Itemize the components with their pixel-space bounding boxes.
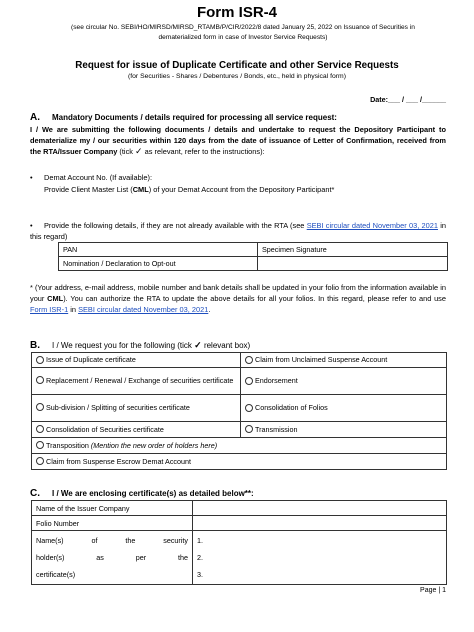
section-a-footnote [30, 282, 446, 316]
demat-text-post: ) of your Demat Account from the Depository Participant* [148, 185, 335, 194]
demat-title: Demat Account No. (If available): [44, 173, 153, 182]
option-label: Claim from Suspense Escrow Demat Account [46, 456, 192, 466]
radio-button[interactable] [36, 441, 44, 449]
section-a-intro-tick-pre: (tick [119, 147, 133, 157]
sebi-circular-link[interactable]: SEBI circular dated November 03, 2021 [306, 221, 438, 230]
holder-inputs[interactable] [193, 531, 447, 585]
issuer-label: Name of the Issuer Company [32, 501, 193, 516]
option-label: Replacement / Renewal / Exchange of securities certificate [46, 376, 234, 385]
option-consolidation-certificate[interactable] [32, 422, 241, 438]
details-text-post: in this regard) [30, 221, 446, 242]
radio-button[interactable] [245, 404, 253, 412]
checkmark-icon: ✓ [135, 146, 143, 157]
table-row [32, 422, 447, 438]
demat-text-pre: Provide Client Master List ( [44, 185, 133, 194]
section-a-heading-text: Mandatory Documents / details required for processing all service request: [52, 113, 337, 122]
bullet-demat [30, 172, 446, 183]
option-label: Transmission [255, 424, 298, 434]
transposition-note: (Mention the new order of holders here) [90, 440, 218, 450]
page-number: Page | 1 [420, 587, 446, 594]
service-request-table [31, 352, 447, 470]
checkmark-icon: ✓ [194, 340, 202, 350]
section-a-intro [30, 124, 446, 158]
footnote-bold: CML [47, 294, 64, 304]
bullet-details [30, 220, 446, 242]
form-title: Form ISR-4 [196, 4, 277, 21]
table-row [32, 501, 447, 516]
holder-number-2: 2. [197, 553, 203, 562]
option-endorsement[interactable] [241, 368, 447, 395]
option-duplicate[interactable] [32, 353, 241, 368]
details-text-pre: Provide the following details, if they are not already available with the RTA (see [44, 221, 305, 230]
section-c-letter: C. [30, 488, 40, 499]
specimen-signature-cell[interactable]: Specimen Signature [258, 243, 448, 257]
option-escrow[interactable] [32, 454, 447, 470]
radio-button[interactable] [36, 356, 44, 364]
option-label: Endorsement [255, 376, 298, 386]
radio-button[interactable] [36, 457, 44, 465]
footnote-end: . [208, 305, 211, 315]
section-a-letter: A. [30, 112, 40, 123]
section-b-letter: B. [30, 340, 40, 351]
radio-button[interactable] [36, 376, 44, 384]
pan-cell[interactable]: PAN [59, 243, 258, 257]
option-label: Issue of Duplicate certificate [46, 355, 136, 365]
empty-cell[interactable] [258, 257, 448, 271]
certificate-table [31, 500, 447, 585]
holder-number-3: 3. [197, 570, 203, 579]
holder-number-1: 1. [197, 536, 203, 545]
footnote-in: in [70, 305, 77, 315]
table-row [32, 531, 447, 585]
footnote-mid: ). You can authorize the RTA to update the above details for all your folios. In this regard, please refer to and use [63, 294, 446, 304]
bullet-icon: • [30, 221, 33, 230]
option-label: Consolidation of Folios [255, 403, 328, 413]
form-subnote: (for Securities - Shares / Debentures / Bonds, etc., held in physical form) [128, 73, 346, 80]
radio-button[interactable] [36, 403, 44, 411]
form-subtitle: Request for issue of Duplicate Certificate and other Service Requests [75, 60, 399, 71]
section-b-heading-pre: I / We request you for the following (tick [52, 341, 192, 350]
option-transposition[interactable] [32, 438, 447, 454]
holder-line-2: holder(s) as per the [36, 553, 188, 562]
demat-description [44, 184, 446, 195]
sebi-circular-link-2[interactable]: SEBI circular dated November 03, 2021 [78, 305, 209, 315]
issuer-input[interactable] [193, 501, 447, 516]
table-row [32, 516, 447, 531]
radio-button[interactable] [245, 425, 253, 433]
option-replacement[interactable] [32, 368, 241, 395]
section-c-heading [30, 488, 254, 499]
option-label: Consolidation of Securities certificate [46, 424, 164, 434]
holder-line-1: Name(s) of the security [36, 536, 188, 545]
option-unclaimed[interactable] [241, 353, 447, 368]
table-row [32, 395, 447, 422]
section-a-intro-tick-post: as relevant, refer to the instructions): [144, 147, 265, 157]
radio-button[interactable] [36, 425, 44, 433]
option-label: Transposition [46, 440, 89, 450]
table-row [59, 243, 448, 257]
section-a-heading [30, 112, 337, 123]
demat-text-bold: CML [132, 185, 149, 194]
folio-label: Folio Number [32, 516, 193, 531]
nomination-cell[interactable]: Nomination / Declaration to Opt-out [59, 257, 258, 271]
option-label: Claim from Unclaimed Suspense Account [255, 355, 388, 365]
holder-label [32, 531, 193, 585]
folio-input[interactable] [193, 516, 447, 531]
section-b-heading [30, 340, 250, 351]
table-row [59, 257, 448, 271]
section-c-heading-text: I / We are enclosing certificate(s) as detailed below**: [52, 489, 254, 498]
radio-button[interactable] [245, 377, 253, 385]
table-row [32, 353, 447, 368]
option-label: Sub-division / Splitting of securities certificate [46, 403, 190, 412]
footnote-pre: * (Your address, e-mail address, mobile number and bank details shall be updated in your folio from the information available in your [30, 283, 446, 304]
section-a-intro-bold: I / We are submitting the following documents / details and undertake to request the Depository Participant to dematerialize my / our securities within 120 days from the date of issuance of Letter of Confirmation, received from the RTA/Issuer Company [30, 125, 446, 157]
circular-note: (see circular No. SEBI/HO/MIRSD/MIRSD_RTAMB/P/CIR/2022/8 dated January 25, 2022 on Issuance of Securities in dematerialized form in case of Investor Service Requests) [71, 24, 415, 41]
date-field[interactable]: Date:___ / ___ /______ [370, 95, 446, 104]
table-row [32, 454, 447, 470]
option-subdivision[interactable] [32, 395, 241, 422]
option-transmission[interactable] [241, 422, 447, 438]
holder-line-3: certificate(s) [36, 570, 76, 579]
bullet-icon: • [30, 173, 33, 182]
section-b-heading-post: relevant box) [203, 341, 251, 350]
details-table [58, 242, 448, 271]
form-isr1-link[interactable]: Form ISR-1 [30, 305, 69, 315]
table-row [32, 438, 447, 454]
option-consolidation-folios[interactable] [241, 395, 447, 422]
radio-button[interactable] [245, 356, 253, 364]
table-row [32, 368, 447, 395]
